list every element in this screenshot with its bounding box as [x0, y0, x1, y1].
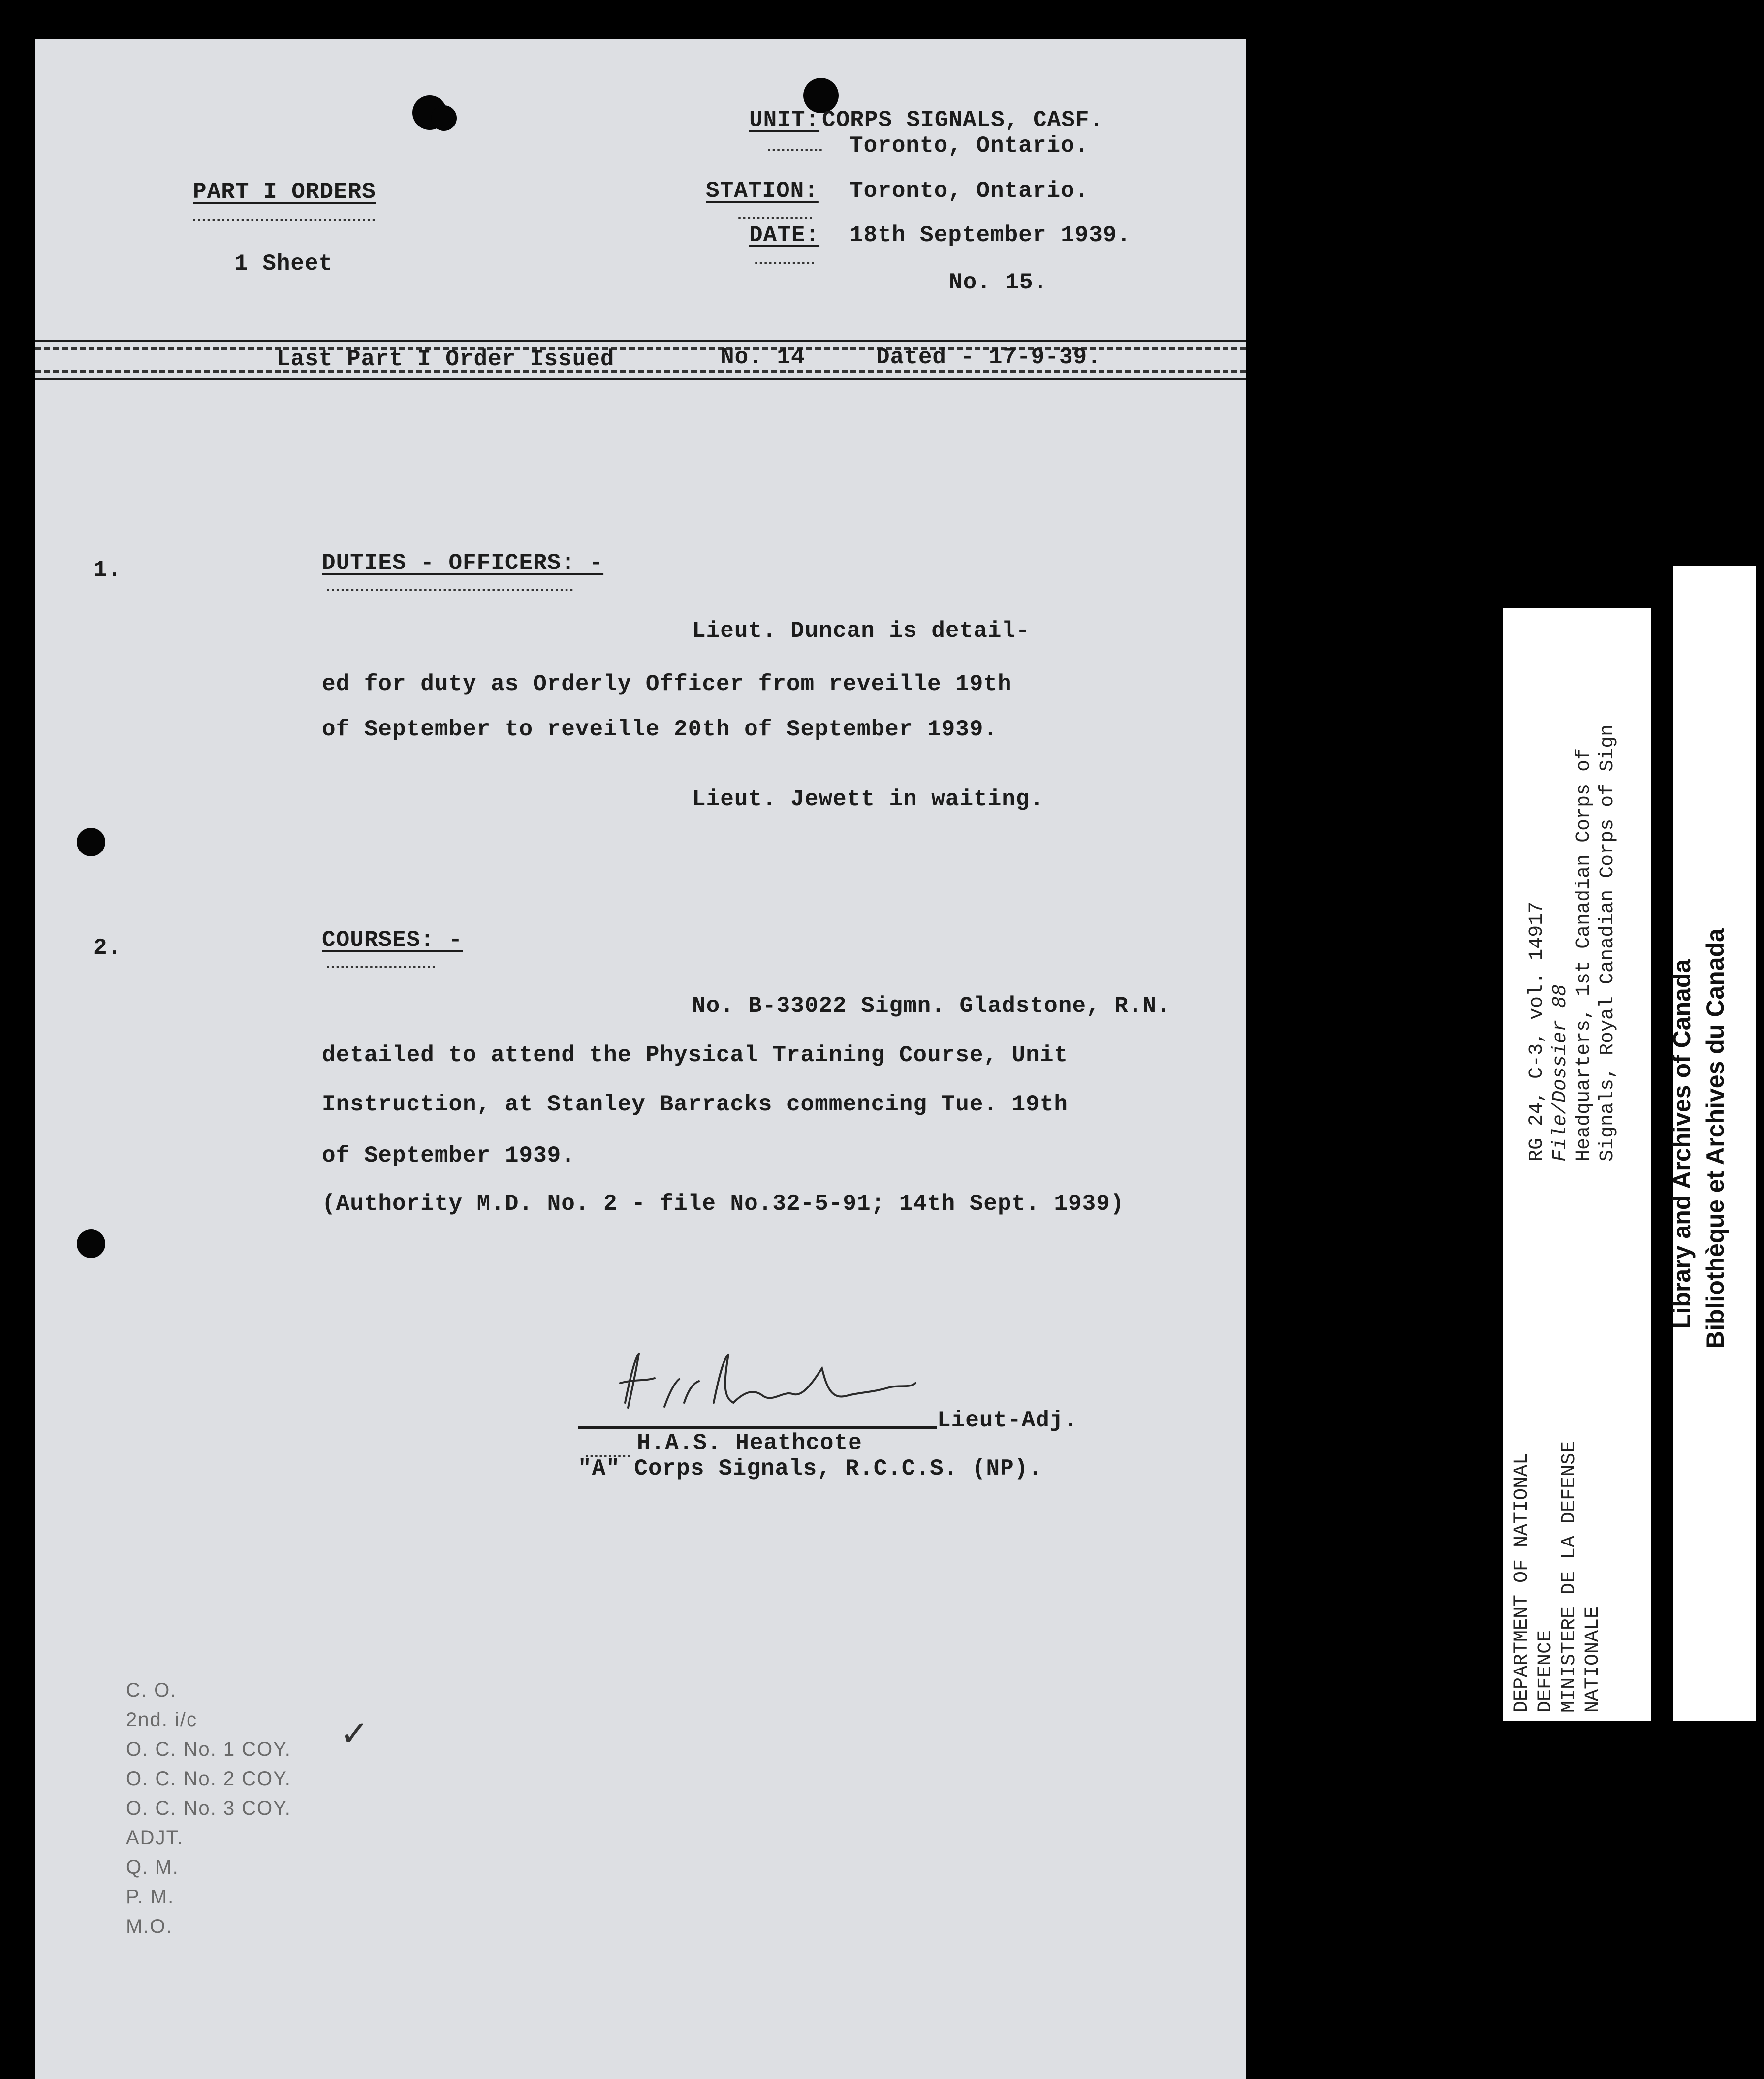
signature-title: Lieut-Adj.	[937, 1408, 1078, 1433]
distribution-item: C. O.	[126, 1679, 177, 1701]
punch-hole-top-2	[431, 105, 457, 131]
unit-label-dots	[768, 149, 822, 151]
band-top-rule	[35, 340, 1246, 342]
check-mark-icon: ✓	[340, 1714, 371, 1754]
archive-description-2: Signals, Royal Canadian Corps of Sign	[1597, 724, 1619, 1162]
date-value: 18th September 1939.	[850, 222, 1132, 248]
signature-line	[578, 1426, 937, 1429]
signature-name: H.A.S. Heathcote	[637, 1430, 862, 1456]
station-label: STATION:	[706, 178, 819, 204]
lac-name-english: Library and Archives of Canada	[1668, 959, 1696, 1329]
section-1-line: Lieut. Jewett in waiting.	[692, 787, 1044, 812]
punch-hole-middle	[77, 828, 105, 856]
distribution-item: O. C. No. 3 COY.	[126, 1797, 291, 1819]
archive-dept-line1: DEPARTMENT OF NATIONAL	[1511, 1452, 1533, 1713]
section-2-line: (Authority M.D. No. 2 - file No.32-5-91; 14th Sept. 1939)	[322, 1191, 1125, 1217]
last-order-number: No. 14	[721, 345, 805, 370]
last-order-label: Last Part I Order Issued	[277, 346, 615, 372]
last-order-dated: Dated - 17-9-39.	[876, 345, 1102, 370]
handwritten-signature	[615, 1349, 920, 1418]
distribution-item: Q. M.	[126, 1857, 179, 1878]
distribution-item: P. M.	[126, 1886, 175, 1908]
station-value: Toronto, Ontario.	[850, 178, 1089, 204]
section-1-line: of September to reveille 20th of September 1939.	[322, 717, 998, 742]
date-label: DATE:	[749, 222, 820, 248]
section-1-line: ed for duty as Orderly Officer from reveille 19th	[322, 671, 1012, 697]
section-2-heading: COURSES: -	[322, 927, 463, 953]
distribution-item: ADJT.	[126, 1827, 184, 1849]
distribution-item: M.O.	[126, 1916, 173, 1937]
part-title: PART I ORDERS	[193, 179, 376, 205]
section-2-heading-dots	[327, 966, 435, 968]
signature-unit: "A" Corps Signals, R.C.C.S. (NP).	[578, 1456, 1042, 1481]
section-1-line: Lieut. Duncan is detail-	[692, 618, 1030, 644]
section-2-line: Instruction, at Stanley Barracks commencing Tue. 19th	[322, 1092, 1069, 1117]
section-2-number: 2.	[94, 935, 122, 961]
section-2-line: of September 1939.	[322, 1143, 575, 1168]
band-bottom-rule	[35, 378, 1246, 380]
archive-reference: RG 24, C-3, vol. 14917	[1526, 901, 1548, 1162]
sheet-count: 1 Sheet	[234, 251, 333, 277]
archive-dept-line3: MINISTERE DE LA DEFENSE	[1558, 1441, 1580, 1713]
part-title-dots	[193, 219, 375, 221]
punch-hole-lower	[77, 1229, 105, 1258]
order-number: No. 15.	[949, 270, 1048, 295]
section-1-heading-dots	[327, 589, 573, 591]
distribution-item: O. C. No. 2 COY.	[126, 1768, 291, 1790]
unit-location: Toronto, Ontario.	[850, 133, 1089, 158]
section-1-number: 1.	[94, 557, 122, 583]
distribution-item: 2nd. i/c	[126, 1709, 197, 1731]
unit-label: UNIT:	[749, 107, 820, 133]
band-bottom-dash	[35, 370, 1246, 373]
archive-file: File/Dossier 88	[1549, 984, 1572, 1162]
station-label-dots	[738, 217, 812, 219]
unit-value: CORPS SIGNALS, CASF.	[822, 107, 1104, 133]
lac-name-french: Bibliothèque et Archives du Canada	[1701, 928, 1729, 1349]
section-2-line: No. B-33022 Sigmn. Gladstone, R.N.	[692, 993, 1171, 1019]
section-1-heading: DUTIES - OFFICERS: -	[322, 550, 604, 576]
date-label-dots	[755, 262, 814, 264]
section-2-line: detailed to attend the Physical Training Course, Unit	[322, 1042, 1069, 1068]
archive-dept-line2: DEFENCE	[1535, 1630, 1557, 1713]
distribution-item: O. C. No. 1 COY.	[126, 1738, 291, 1760]
archive-dept-line4: NATIONALE	[1582, 1606, 1604, 1713]
archive-description-1: Headquarters, 1st Canadian Corps of	[1573, 748, 1595, 1162]
